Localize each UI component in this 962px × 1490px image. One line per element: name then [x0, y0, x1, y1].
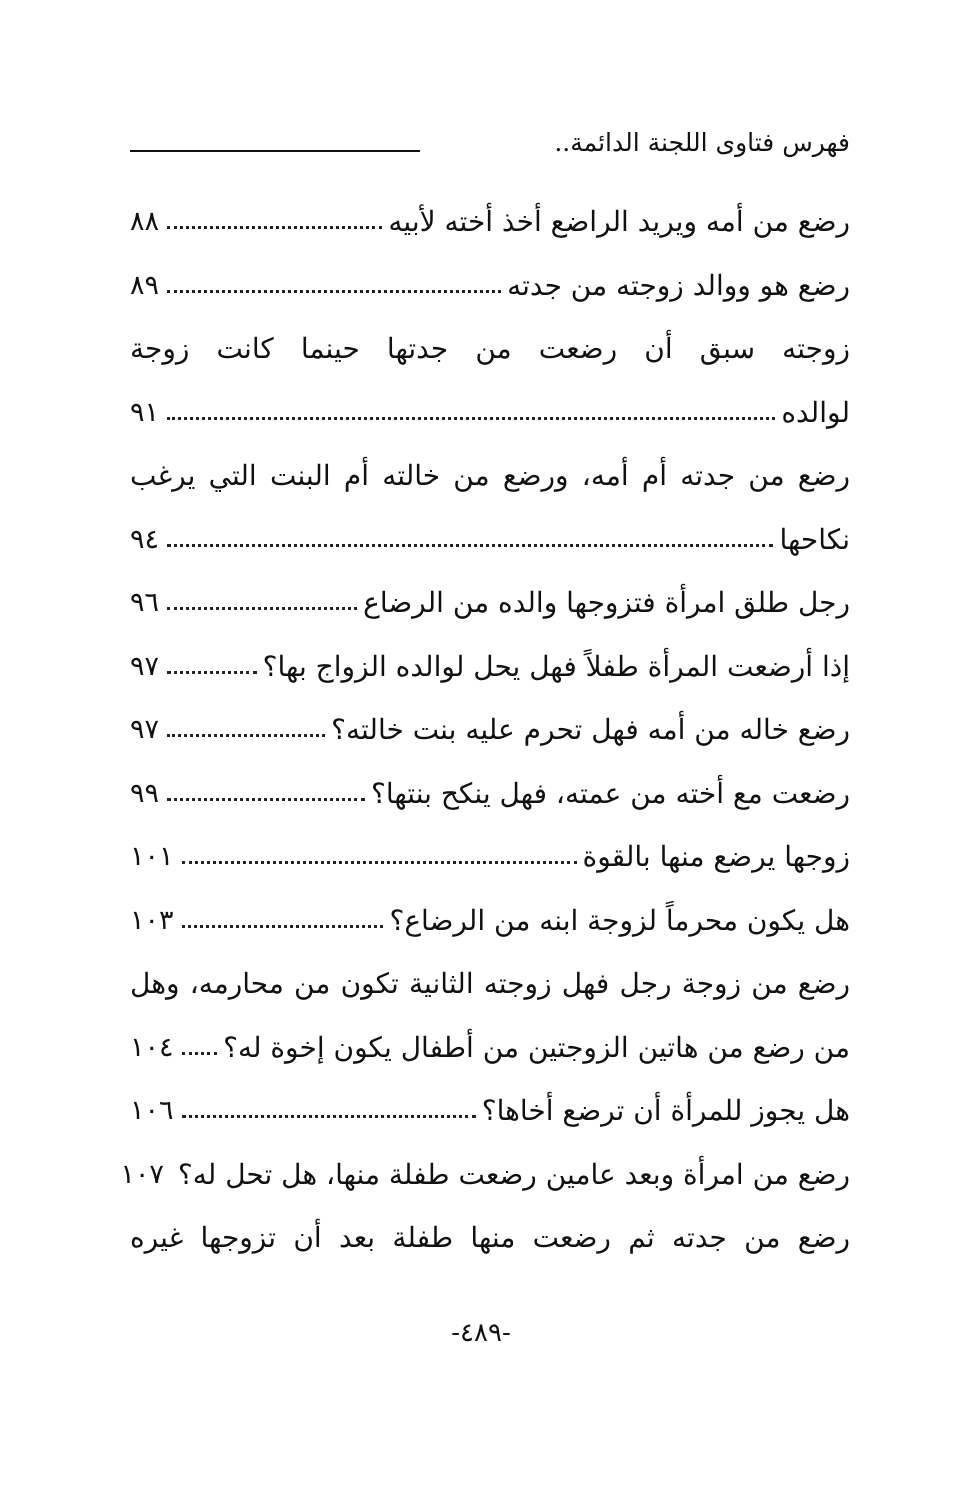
entry-text: لوالده: [781, 395, 850, 429]
index-entry: [130, 889, 850, 953]
entry-text: رجل طلق امرأة فتزوجها والده من الرضاع: [363, 586, 850, 620]
entry-text: رضع من جدته ثم رضعت منها طفلة بعد أن تزوجها غيره: [130, 1221, 850, 1255]
page-number: -٤٨٩-: [451, 1318, 511, 1348]
dot-leader: [167, 544, 773, 547]
index-entry: [130, 635, 850, 699]
entry-text: رضعت مع أخته من عمته، فهل ينكح بنتها؟: [370, 776, 850, 810]
entry-page-number: ٩٩: [130, 777, 160, 809]
index-entry: [130, 952, 850, 1016]
index-entry: [130, 1016, 850, 1080]
index-entry: [130, 1079, 850, 1143]
index-entry: [130, 508, 850, 572]
index-entry: [130, 190, 850, 254]
entry-page-number: ٨٨: [130, 206, 160, 238]
dot-leader: [182, 861, 577, 864]
entry-page-number: ٩٦: [130, 587, 160, 619]
entry-text: من رضع من هاتين الزوجتين من أطفال يكون إخوة له؟: [223, 1030, 850, 1064]
index-entry: [130, 571, 850, 635]
entry-page-number: ١٠٤: [130, 1031, 174, 1063]
entry-text: رضع من أمه ويريد الراضع أخذ أخته لأبيه: [388, 205, 850, 239]
dot-leader: [167, 417, 775, 420]
header-rule: [130, 150, 420, 152]
dot-leader: [167, 671, 257, 674]
running-header: [130, 128, 850, 168]
dot-leader: [182, 925, 384, 928]
entry-page-number: ١٠١: [130, 841, 174, 873]
entry-text: رضع من زوجة رجل فهل زوجته الثانية تكون من محارمه، وهل: [130, 967, 850, 1001]
dot-leader: [167, 798, 365, 801]
header-title: فهرس فتاوى اللجنة الدائمة..: [554, 128, 850, 157]
entry-page-number: ١٠٧: [120, 1158, 164, 1190]
index-entry: [130, 698, 850, 762]
entry-text: رضع خاله من أمه فهل تحرم عليه بنت خالته؟: [331, 713, 850, 747]
entry-page-number: ٩٧: [130, 714, 160, 746]
dot-leader: [167, 607, 357, 610]
entry-text: هل يكون محرماً لزوجة ابنه من الرضاع؟: [389, 903, 850, 937]
entry-text: رضع هو ووالد زوجته من جدته: [507, 268, 850, 302]
dot-leader: [182, 1115, 476, 1118]
entry-text: زوجته سبق أن رضعت من جدتها حينما كانت زوجة: [130, 332, 850, 366]
entry-page-number: ٨٩: [130, 269, 160, 301]
index-entry: [130, 762, 850, 826]
entry-page-number: ٩٧: [130, 650, 160, 682]
index-entry: [130, 381, 850, 445]
entry-page-number: ٩٤: [130, 523, 160, 555]
dot-leader: [167, 734, 325, 737]
index-entry: [120, 1143, 850, 1207]
entry-page-number: ١٠٣: [130, 904, 174, 936]
index-entry: [130, 825, 850, 889]
dot-leader: [182, 1052, 218, 1055]
index-entries: [120, 190, 850, 1270]
entry-text: رضع من جدته أم أمه، ورضع من خالته أم البنت التي يرغب: [130, 459, 850, 493]
entry-text: نكاحها: [779, 522, 850, 556]
entry-text: زوجها يرضع منها بالقوة: [582, 840, 850, 874]
dot-leader: [167, 290, 501, 293]
entry-page-number: ١٠٦: [130, 1095, 174, 1127]
entry-text: إذا أرضعت المرأة طفلاً فهل يحل لوالده الزواج بها؟: [262, 649, 850, 683]
index-entry: [130, 317, 850, 381]
dot-leader: [167, 226, 382, 229]
index-entry: [130, 444, 850, 508]
entry-text: هل يجوز للمرأة أن ترضع أخاها؟: [481, 1094, 850, 1128]
entry-text: رضع من امرأة وبعد عامين رضعت طفلة منها، هل تحل له؟: [177, 1157, 850, 1191]
entry-page-number: ٩١: [130, 396, 160, 428]
index-entry: [130, 1206, 850, 1270]
index-entry: [130, 254, 850, 318]
